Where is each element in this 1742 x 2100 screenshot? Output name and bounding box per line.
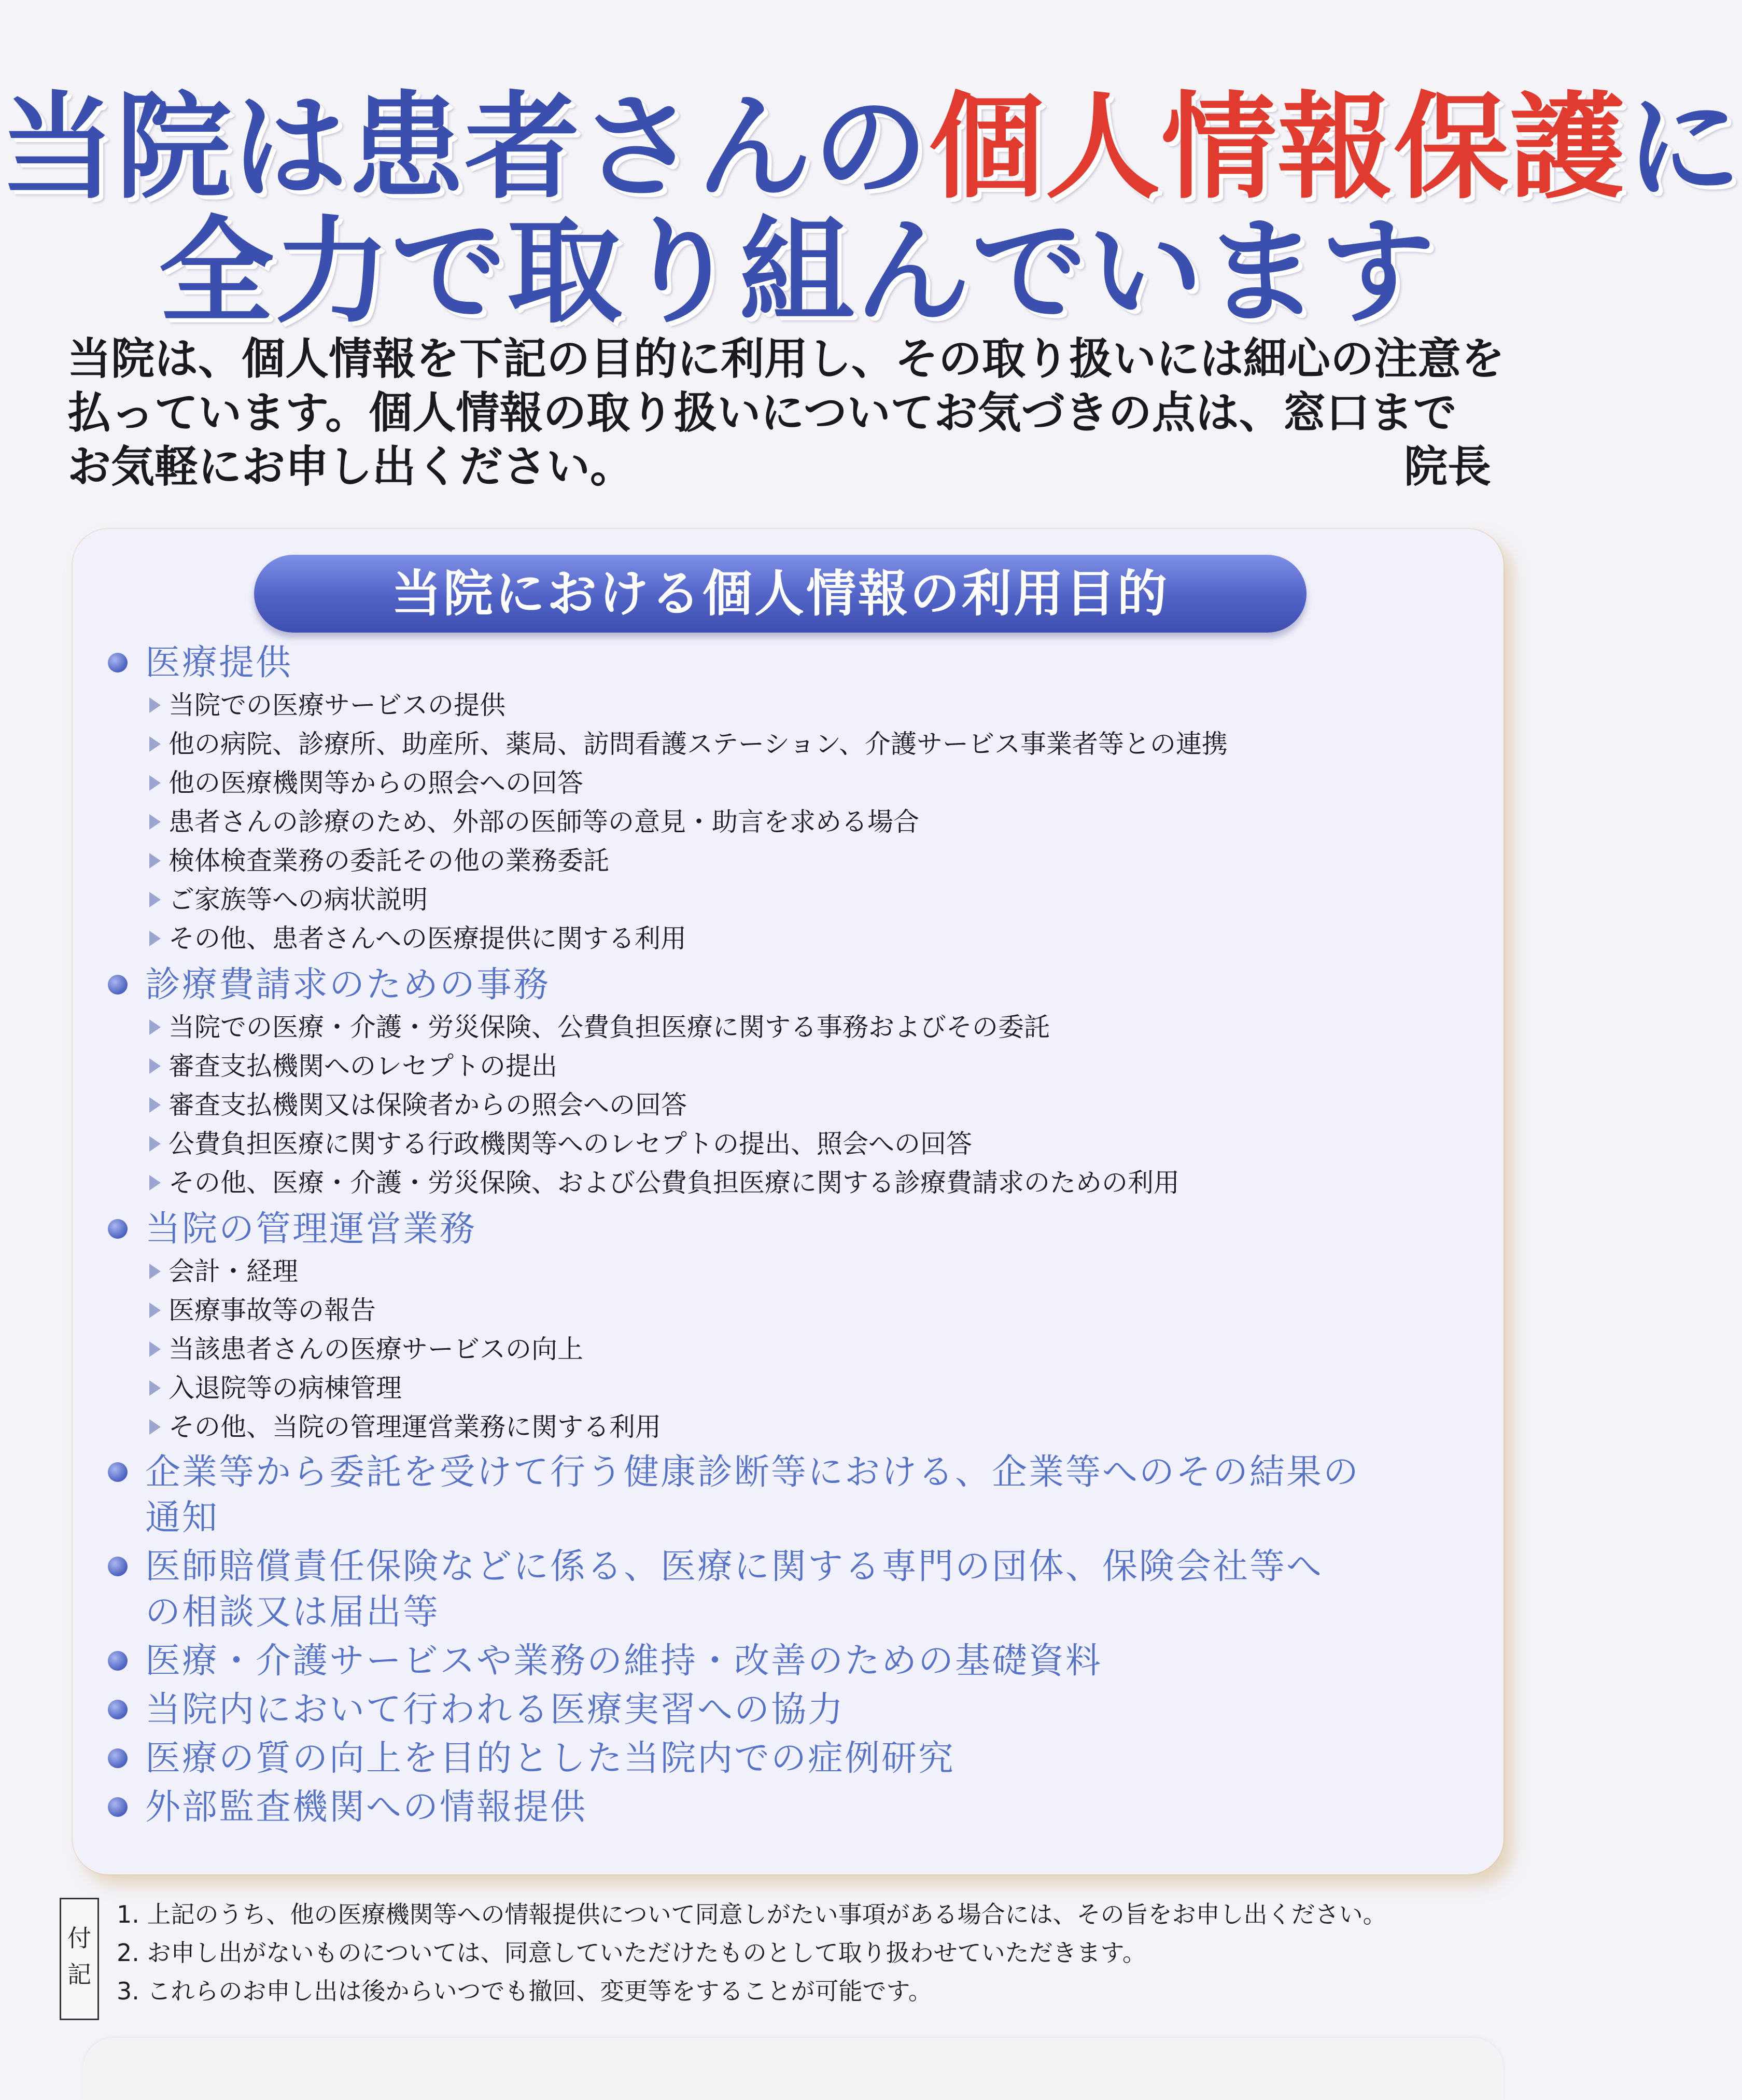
list-item-text: 入退院等の病棟管理	[168, 1373, 402, 1403]
purpose-line: の相談又は届出等	[145, 1592, 440, 1633]
intro-line: 払っています。個人情報の取り扱いについてお気づきの点は、窓口まで	[67, 387, 1457, 438]
arrow-bullet-icon	[149, 892, 161, 907]
list-item-text: 公費負担医療に関する行政機関等へのレセプトの提出、照会への回答	[168, 1129, 972, 1159]
intro-paragraph	[67, 332, 1505, 494]
panel-title: 当院における個人情報の利用目的	[254, 555, 1307, 633]
list-item-text: 検体検査業務の委託その他の業務委託	[168, 846, 609, 876]
purpose-line: 企業等から委託を受けて行う健康診断等における、企業等へのその結果の	[145, 1452, 1360, 1493]
section-items	[104, 1252, 1472, 1447]
list-item-text: 他の医療機関等からの照会への回答	[168, 768, 583, 798]
headline-suffix: に	[1626, 81, 1742, 215]
list-item	[104, 1008, 1472, 1047]
list-item-text: その他、医療・介護・労災保険、および公費負担医療に関する診療費請求のための利用	[168, 1168, 1179, 1198]
bullet-dot-icon	[108, 1557, 128, 1576]
arrow-bullet-icon	[149, 1341, 161, 1357]
section-management	[104, 1207, 1472, 1447]
arrow-bullet-icon	[149, 736, 161, 752]
list-item	[104, 1291, 1472, 1330]
note-line: 2. お申し出がないものについては、同意していただけたものとして取り扱わせていただきます。	[117, 1939, 1146, 1967]
section-heading	[104, 1207, 1472, 1252]
list-item	[104, 725, 1472, 764]
list-item-text: その他、当院の管理運営業務に関する利用	[168, 1412, 661, 1442]
list-item	[104, 1047, 1472, 1086]
headline-prefix: 当院は患者さんの	[0, 81, 929, 215]
list-item	[104, 842, 1472, 880]
arrow-bullet-icon	[149, 1136, 161, 1152]
note-label-box	[60, 1898, 99, 2020]
list-item	[104, 1408, 1472, 1447]
list-item-text: 当院での医療・介護・労災保険、公費負担医療に関する事務およびその委託	[168, 1012, 1050, 1042]
arrow-bullet-icon	[149, 775, 161, 791]
list-item	[104, 1125, 1472, 1164]
arrow-bullet-icon	[149, 853, 161, 869]
note-line: 3. これらのお申し出は後からいつでも撤回、変更等をすることが可能です。	[117, 1977, 932, 2005]
arrow-bullet-icon	[149, 1175, 161, 1191]
list-item-text: 他の病院、診療所、助産所、薬局、訪問看護ステーション、介護サービス事業者等との連携	[168, 729, 1228, 759]
list-item	[104, 764, 1472, 803]
purpose-line: 外部監査機関への情報提供	[145, 1787, 587, 1828]
list-item-text: 会計・経理	[168, 1256, 298, 1286]
list-item-text: 患者さんの診療のため、外部の医師等の意見・助言を求める場合	[168, 807, 919, 837]
list-item	[104, 1252, 1472, 1291]
purpose-line: 通知	[145, 1497, 219, 1538]
bullet-dot-icon	[108, 1700, 128, 1719]
section-heading	[104, 962, 1472, 1008]
bullet-dot-icon	[108, 1219, 128, 1239]
arrow-bullet-icon	[149, 1264, 161, 1279]
section-heading-text: 医療提供	[145, 642, 293, 683]
purpose-line: 医療の質の向上を目的とした当院内での症例研究	[145, 1738, 956, 1779]
list-item-text: その他、患者さんへの医療提供に関する利用	[168, 923, 686, 954]
bullet-dot-icon	[108, 1651, 128, 1671]
headline-line-2: 全力で取り組んでいます	[159, 205, 1436, 339]
purpose-line: 当院内において行われる医療実習への協力	[145, 1689, 845, 1730]
purpose-item	[104, 1639, 1472, 1684]
section-heading	[104, 640, 1472, 686]
list-item	[104, 1164, 1472, 1202]
section-items	[104, 1008, 1472, 1202]
bullet-dot-icon	[108, 653, 128, 673]
list-item	[104, 919, 1472, 958]
list-item-text: ご家族等への病状説明	[168, 885, 428, 915]
section-medical-care	[104, 640, 1472, 958]
section-billing	[104, 962, 1472, 1202]
bullet-dot-icon	[108, 1462, 128, 1482]
arrow-bullet-icon	[149, 1419, 161, 1435]
purpose-item	[104, 1450, 1472, 1541]
bullet-dot-icon	[108, 975, 128, 995]
list-item	[104, 686, 1472, 725]
arrow-bullet-icon	[149, 1097, 161, 1113]
section-items	[104, 686, 1472, 958]
notes-list	[117, 1895, 1568, 2010]
arrow-bullet-icon	[149, 1058, 161, 1074]
section-heading-text: 診療費請求のための事務	[145, 964, 551, 1005]
bullet-dot-icon	[108, 1748, 128, 1768]
list-item-text: 当院での医療サービスの提供	[168, 690, 505, 720]
arrow-bullet-icon	[149, 1019, 161, 1035]
bottom-panel-edge	[83, 2038, 1504, 2100]
list-item	[104, 1369, 1472, 1408]
purpose-item	[104, 1544, 1472, 1635]
headline-line-1	[0, 75, 1742, 220]
section-heading-text: 当院の管理運営業務	[145, 1209, 477, 1250]
purpose-item	[104, 1736, 1472, 1782]
list-item	[104, 1330, 1472, 1369]
list-item-text: 医療事故等の報告	[168, 1295, 376, 1325]
note-label: 付記	[67, 1924, 91, 1989]
purpose-line: 医療・介護サービスや業務の維持・改善のための基礎資料	[145, 1641, 1103, 1682]
purposes-list	[104, 640, 1472, 1830]
arrow-bullet-icon	[149, 814, 161, 830]
list-item	[104, 803, 1472, 842]
purpose-item	[104, 1687, 1472, 1733]
arrow-bullet-icon	[149, 697, 161, 713]
list-item	[104, 1086, 1472, 1125]
list-item-text: 審査支払機関へのレセプトの提出	[168, 1051, 557, 1081]
purpose-line: 医師賠償責任保険などに係る、医療に関する専門の団体、保険会社等へ	[145, 1546, 1324, 1587]
list-item-text: 審査支払機関又は保険者からの照会への回答	[168, 1090, 687, 1120]
note-line: 1. 上記のうち、他の医療機関等への情報提供について同意しがたい事項がある場合には、その旨をお申し出ください。	[117, 1900, 1387, 1928]
headline-accent: 個人情報保護	[929, 81, 1626, 215]
list-item-text: 当該患者さんの医療サービスの向上	[168, 1334, 583, 1364]
arrow-bullet-icon	[149, 1380, 161, 1396]
list-item	[104, 880, 1472, 919]
intro-line: お気軽にお申し出ください。	[67, 441, 634, 492]
arrow-bullet-icon	[149, 1303, 161, 1318]
signature: 院長	[1403, 441, 1491, 492]
intro-line: 当院は、個人情報を下記の目的に利用し、その取り扱いには細心の注意を	[67, 333, 1505, 384]
bullet-dot-icon	[108, 1797, 128, 1817]
purpose-item	[104, 1785, 1472, 1830]
arrow-bullet-icon	[149, 931, 161, 946]
